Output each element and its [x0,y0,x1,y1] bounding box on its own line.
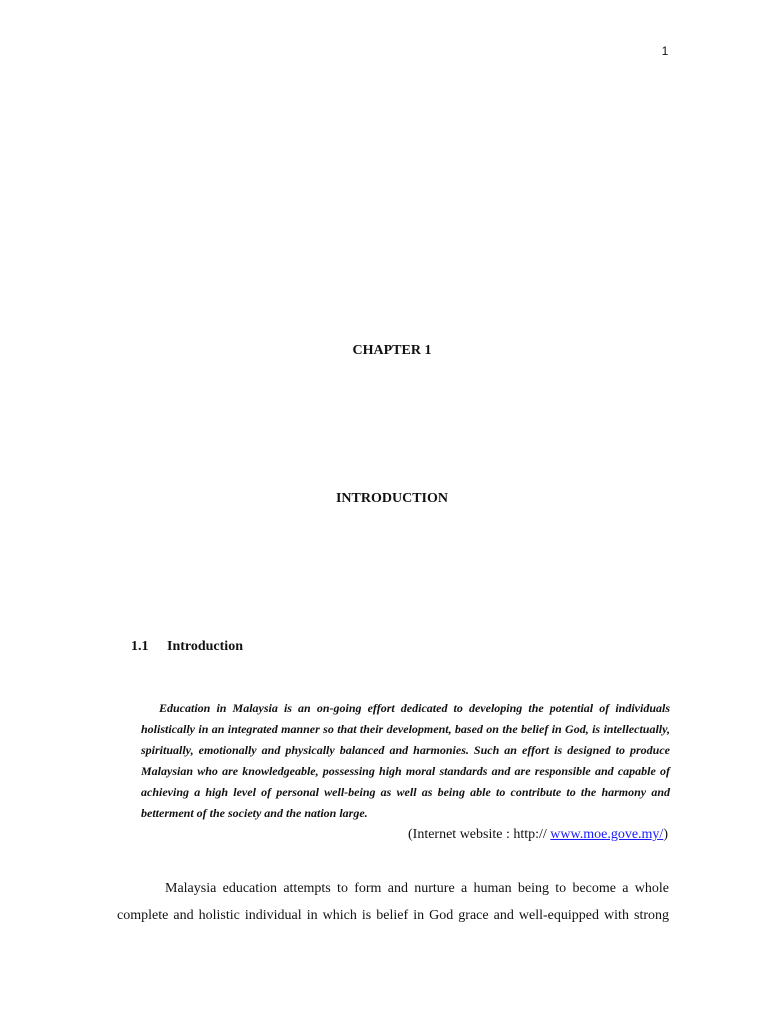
section-number: 1.1 [131,639,149,654]
citation-link[interactable]: www.moe.gove.my/ [550,827,664,842]
section-title: Introduction [167,639,243,654]
quote-block: Education in Malaysia is an on-going effort dedicated to developing the potential of individuals holistically in an integrated manner so that their development, based on the belief in God, is intellectually, spiritually, emotionally and physically balanced and harmonies. Such an effort is designed to produce Malaysian who are knowledgeable, possessing high moral standards and are responsible and capable of achieving a high level of personal well-being as well as being able to contribute to the harmony and betterment of the society and the nation large. [141,701,670,820]
page-number: 1 [661,44,669,58]
citation [300,827,668,843]
citation-prefix: (Internet website : http:// [408,827,551,842]
citation-suffix: ) [663,827,668,842]
body-paragraph: Malaysia education attempts to form and nurture a human being to become a whole complete and holistic individual in which is belief in God grace and well-equipped with strong [117,881,669,923]
chapter-heading: CHAPTER 1 [352,343,432,358]
chapter-title: INTRODUCTION [335,491,448,506]
section-heading [131,639,243,655]
